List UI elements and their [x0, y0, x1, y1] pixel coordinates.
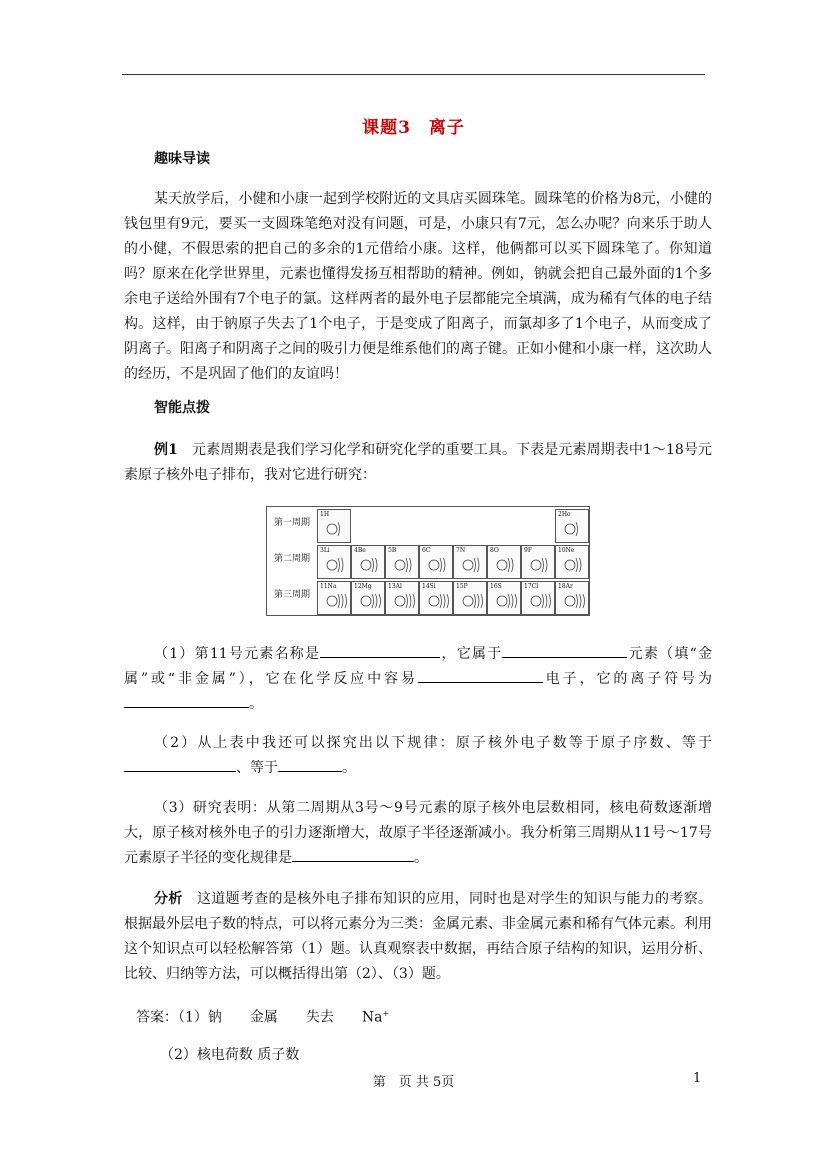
element-symbol: 9F	[524, 547, 532, 554]
element-symbol: 18Ar	[558, 583, 573, 590]
element-symbol: 15P	[456, 583, 468, 590]
element-cell	[317, 545, 351, 579]
element-cell	[487, 545, 521, 579]
page-title: 课题3 离子	[362, 118, 465, 138]
answer-blank[interactable]	[124, 693, 249, 708]
atom-structure-diagram	[562, 590, 586, 612]
element-cell	[385, 581, 419, 615]
answer-blank[interactable]	[320, 643, 440, 658]
element-cell	[317, 509, 351, 543]
atom-structure-diagram	[494, 554, 518, 576]
answer-blank[interactable]	[278, 757, 342, 772]
element-cell	[351, 581, 385, 615]
element-cell	[487, 581, 521, 615]
element-cell	[555, 509, 589, 543]
element-symbol: 13Al	[388, 583, 402, 590]
element-cell	[521, 545, 555, 579]
atom-structure-diagram	[392, 590, 416, 612]
element-cell	[385, 545, 419, 579]
element-cell	[317, 581, 351, 615]
element-cell	[419, 545, 453, 579]
answer-blank[interactable]	[502, 643, 627, 658]
element-symbol: 12Mg	[354, 583, 372, 590]
element-symbol: 16S	[490, 583, 502, 590]
page-number: 1	[693, 1071, 702, 1086]
row-label: 第三周期	[273, 590, 310, 600]
analysis-label: 分析	[154, 891, 183, 907]
element-symbol: 1H	[320, 511, 330, 518]
story-paragraph: 某天放学后，小健和小康一起到学校附近的文具店买圆珠笔。圆珠笔的价格为8元，小健的钱包里有9元，要买一支圆珠笔绝对没有问题，可是，小康只有7元，怎么办呢？向来乐于助人的小健，不假思索的把自己的多余的1元借给小康。这样，他俩都可以买下圆珠笔了。你知道吗？原来在化学世界里，元素也懂得发扬互相帮助的精神。例如，钠就会把自己最外面的1个多余电子送给外围有7个电子的氯。这样两者的最外电子层都能完全填满，成为稀有气体的电子结构。这样，由于钠原子失去了1个电子，于是变成了阳离子，而氯却多了1个电子，从而变成了阴离子。阳离子和阴离子之间的吸引力便是维系他们的离子键。正如小健和小康一样，这次助人的经历，不是巩固了他们的友谊吗！	[124, 191, 712, 382]
question-3: （3）研究表明：从第二周期从3号～9号元素的原子核外电层数相同，核电荷数逐渐增大，原子核对核外电子的引力逐渐增大，故原子半径逐渐减小。我分析第三周期从11号～17号元素原子半径的变化规律是 。	[124, 800, 712, 866]
atom-structure-diagram	[494, 590, 518, 612]
example-paragraph	[124, 438, 712, 488]
question-2: （2）从上表中我还可以探究出以下规律：原子核外电子数等于原子序数、等于、等于 。	[124, 731, 712, 781]
element-symbol: 4Be	[354, 547, 366, 554]
element-symbol: 17Cl	[524, 583, 539, 590]
example-text: 元素周期表是我们学习化学和研究化学的重要工具。下表是元素周期表中1～18号元素原子核外电子排布，我对它进行研究：	[124, 442, 712, 483]
analysis-paragraph: 分析 这道题考查的是核外电子排布知识的应用，同时也是对学生的知识与能力的考察。根据最外层电子数的特点，可以将元素分为三类：金属元素、非金属元素和稀有气体元素。利用这个知识点可以轻松解答第（1）题。认真观察表中数据，再结合原子结构的知识，运用分析、比较、归纳等方法，可以概括得出第（2）、（3）题。	[124, 891, 713, 982]
section-heading-tips: 智能点拨	[154, 400, 210, 416]
element-cell	[453, 581, 487, 615]
atom-structure-diagram	[324, 590, 348, 612]
element-cell	[351, 545, 385, 579]
atom-structure-diagram	[392, 554, 416, 576]
atom-structure-diagram	[426, 554, 450, 576]
element-symbol: 7N	[456, 547, 466, 554]
element-cell	[555, 545, 589, 579]
element-cell	[555, 581, 589, 615]
answer-blank[interactable]	[124, 757, 236, 772]
atom-structure-diagram	[426, 590, 450, 612]
element-cell	[453, 545, 487, 579]
element-symbol: 6C	[422, 547, 431, 554]
answer-blank[interactable]	[418, 668, 543, 683]
element-symbol: 5B	[388, 547, 397, 554]
atom-structure-diagram	[562, 554, 586, 576]
atom-structure-diagram	[528, 554, 552, 576]
example-label: 例1	[154, 442, 178, 458]
periodic-table-figure	[266, 506, 590, 616]
header-rule	[122, 74, 705, 75]
element-symbol: 2He	[558, 511, 571, 518]
element-cell	[419, 581, 453, 615]
answer-line-1: 答案：（1）钠 金属 失去 Na+	[136, 1009, 390, 1026]
atom-structure-diagram	[528, 590, 552, 612]
answer-line-2: （2）核电荷数 质子数	[160, 1047, 300, 1063]
row-label: 第一周期	[273, 518, 310, 528]
table-row	[267, 507, 589, 543]
section-heading-reading: 趣味导读	[154, 151, 210, 167]
atom-structure-diagram	[562, 518, 586, 540]
row-label: 第二周期	[273, 554, 310, 564]
atom-structure-diagram	[460, 590, 484, 612]
element-symbol: 3Li	[320, 547, 330, 554]
element-symbol: 14Si	[422, 583, 436, 590]
element-symbol: 10Ne	[558, 547, 575, 554]
atom-structure-diagram	[460, 554, 484, 576]
atom-structure-diagram	[324, 518, 348, 540]
atom-structure-diagram	[324, 554, 348, 576]
element-symbol: 11Na	[320, 583, 337, 590]
answer-blank[interactable]	[292, 847, 414, 862]
page-footer: 第 页 共 5页	[372, 1075, 455, 1090]
atom-structure-diagram	[358, 590, 382, 612]
question-1: （1）第11号元素名称是 ，它属于 元素（填“金属”或“非金属”），它在化学反应中容易 电子，它的离子符号为。	[124, 642, 712, 717]
element-cell	[521, 581, 555, 615]
atom-structure-diagram	[358, 554, 382, 576]
element-symbol: 8O	[490, 547, 499, 554]
